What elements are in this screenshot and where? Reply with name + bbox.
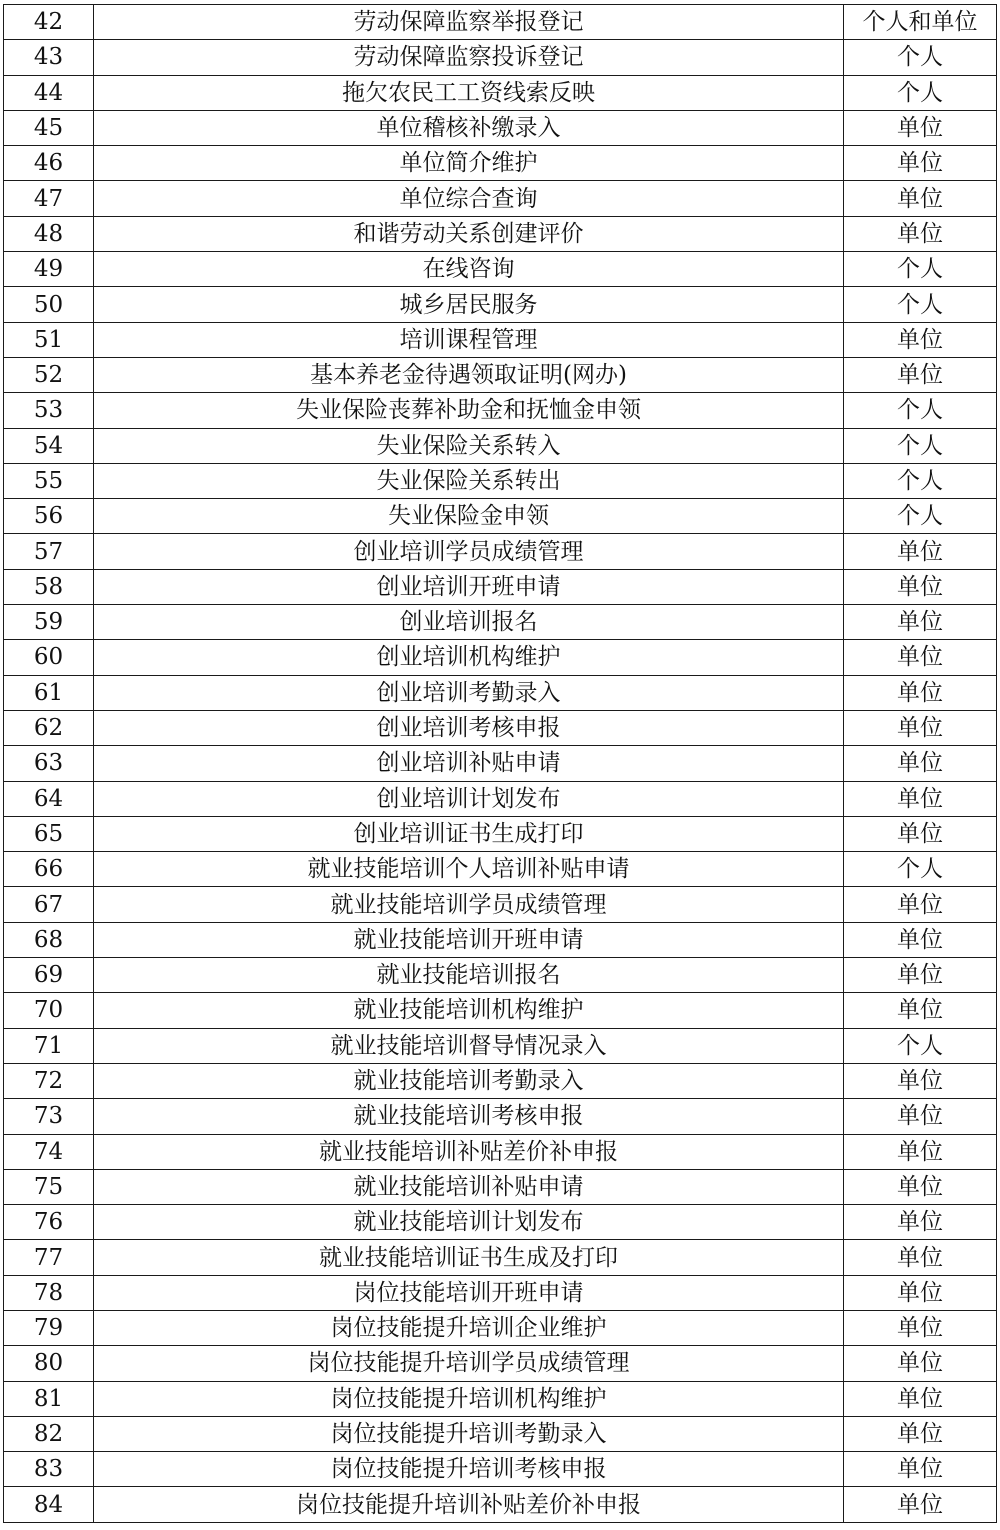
row-number-cell: 58 (4, 569, 94, 604)
service-name-cell: 创业培训计划发布 (94, 781, 844, 816)
service-target-cell: 个人 (844, 252, 997, 287)
row-number-cell: 56 (4, 499, 94, 534)
service-target-cell: 单位 (844, 569, 997, 604)
row-number-cell: 72 (4, 1063, 94, 1098)
service-target-cell: 单位 (844, 993, 997, 1028)
row-number-cell: 84 (4, 1487, 94, 1522)
service-name-cell: 岗位技能提升培训学员成绩管理 (94, 1346, 844, 1381)
service-target-cell: 单位 (844, 146, 997, 181)
service-name-cell: 失业保险金申领 (94, 499, 844, 534)
service-target-cell: 单位 (844, 1381, 997, 1416)
service-name-cell: 岗位技能提升培训补贴差价补申报 (94, 1487, 844, 1522)
table-row (4, 75, 997, 110)
table-row (4, 887, 997, 922)
table-row (4, 146, 997, 181)
row-number-cell: 75 (4, 1169, 94, 1204)
row-number-cell: 49 (4, 252, 94, 287)
row-number-cell: 70 (4, 993, 94, 1028)
row-number-cell: 60 (4, 640, 94, 675)
service-target-cell: 个人 (844, 287, 997, 322)
table-row (4, 499, 997, 534)
row-number-cell: 55 (4, 463, 94, 498)
service-target-cell: 单位 (844, 110, 997, 145)
service-name-cell: 创业培训补贴申请 (94, 746, 844, 781)
service-target-cell: 单位 (844, 640, 997, 675)
table-row (4, 1240, 997, 1275)
table-row (4, 181, 997, 216)
row-number-cell: 46 (4, 146, 94, 181)
row-number-cell: 71 (4, 1028, 94, 1063)
row-number-cell: 67 (4, 887, 94, 922)
service-name-cell: 就业技能培训个人培训补贴申请 (94, 852, 844, 887)
table-row (4, 605, 997, 640)
service-name-cell: 拖欠农民工工资线索反映 (94, 75, 844, 110)
table-row (4, 1275, 997, 1310)
service-name-cell: 就业技能培训补贴申请 (94, 1169, 844, 1204)
row-number-cell: 73 (4, 1099, 94, 1134)
service-target-cell: 单位 (844, 1310, 997, 1345)
table-row (4, 252, 997, 287)
service-name-cell: 和谐劳动关系创建评价 (94, 216, 844, 251)
table-row (4, 675, 997, 710)
service-target-cell: 单位 (844, 605, 997, 640)
service-target-cell: 单位 (844, 357, 997, 392)
table-row (4, 463, 997, 498)
row-number-cell: 51 (4, 322, 94, 357)
row-number-cell: 66 (4, 852, 94, 887)
row-number-cell: 79 (4, 1310, 94, 1345)
service-target-cell: 个人 (844, 463, 997, 498)
service-name-cell: 就业技能培训证书生成及打印 (94, 1240, 844, 1275)
table-row (4, 852, 997, 887)
row-number-cell: 48 (4, 216, 94, 251)
row-number-cell: 50 (4, 287, 94, 322)
service-target-cell: 单位 (844, 1240, 997, 1275)
service-name-cell: 单位综合查询 (94, 181, 844, 216)
service-name-cell: 创业培训开班申请 (94, 569, 844, 604)
service-target-cell: 单位 (844, 216, 997, 251)
row-number-cell: 81 (4, 1381, 94, 1416)
row-number-cell: 76 (4, 1205, 94, 1240)
service-name-cell: 单位简介维护 (94, 146, 844, 181)
row-number-cell: 63 (4, 746, 94, 781)
table-row (4, 1381, 997, 1416)
service-target-cell: 单位 (844, 1416, 997, 1451)
table-row (4, 216, 997, 251)
service-name-cell: 岗位技能培训开班申请 (94, 1275, 844, 1310)
table-row (4, 1063, 997, 1098)
service-table-body (4, 5, 997, 1523)
row-number-cell: 42 (4, 5, 94, 40)
row-number-cell: 61 (4, 675, 94, 710)
service-name-cell: 创业培训机构维护 (94, 640, 844, 675)
service-name-cell: 培训课程管理 (94, 322, 844, 357)
row-number-cell: 64 (4, 781, 94, 816)
row-number-cell: 74 (4, 1134, 94, 1169)
table-row (4, 1346, 997, 1381)
table-row (4, 640, 997, 675)
service-name-cell: 岗位技能提升培训企业维护 (94, 1310, 844, 1345)
table-row (4, 40, 997, 75)
service-target-cell: 个人 (844, 1028, 997, 1063)
service-name-cell: 就业技能培训学员成绩管理 (94, 887, 844, 922)
table-row (4, 816, 997, 851)
service-target-cell: 单位 (844, 534, 997, 569)
row-number-cell: 78 (4, 1275, 94, 1310)
service-name-cell: 就业技能培训开班申请 (94, 922, 844, 957)
service-target-cell: 个人 (844, 852, 997, 887)
row-number-cell: 53 (4, 393, 94, 428)
table-row (4, 1416, 997, 1451)
row-number-cell: 59 (4, 605, 94, 640)
table-row (4, 922, 997, 957)
service-name-cell: 劳动保障监察投诉登记 (94, 40, 844, 75)
service-table (3, 4, 997, 1523)
table-row (4, 710, 997, 745)
table-row (4, 1134, 997, 1169)
service-name-cell: 就业技能培训督导情况录入 (94, 1028, 844, 1063)
service-name-cell: 创业培训考勤录入 (94, 675, 844, 710)
service-target-cell: 单位 (844, 958, 997, 993)
table-row (4, 1028, 997, 1063)
row-number-cell: 65 (4, 816, 94, 851)
service-name-cell: 失业保险丧葬补助金和抚恤金申领 (94, 393, 844, 428)
service-name-cell: 在线咨询 (94, 252, 844, 287)
row-number-cell: 52 (4, 357, 94, 392)
service-target-cell: 个人 (844, 75, 997, 110)
service-target-cell: 单位 (844, 746, 997, 781)
row-number-cell: 47 (4, 181, 94, 216)
service-target-cell: 单位 (844, 181, 997, 216)
row-number-cell: 44 (4, 75, 94, 110)
row-number-cell: 45 (4, 110, 94, 145)
service-target-cell: 单位 (844, 1134, 997, 1169)
table-row (4, 1099, 997, 1134)
service-name-cell: 单位稽核补缴录入 (94, 110, 844, 145)
table-row (4, 428, 997, 463)
service-target-cell: 单位 (844, 1063, 997, 1098)
table-row (4, 322, 997, 357)
service-name-cell: 创业培训证书生成打印 (94, 816, 844, 851)
table-row (4, 1487, 997, 1522)
table-row (4, 110, 997, 145)
service-target-cell: 个人 (844, 393, 997, 428)
service-target-cell: 单位 (844, 781, 997, 816)
table-row (4, 993, 997, 1028)
row-number-cell: 83 (4, 1452, 94, 1487)
table-row (4, 1169, 997, 1204)
table-row (4, 1310, 997, 1345)
service-target-cell: 单位 (844, 1099, 997, 1134)
service-target-cell: 个人 (844, 499, 997, 534)
service-target-cell: 单位 (844, 887, 997, 922)
service-target-cell: 单位 (844, 710, 997, 745)
service-target-cell: 个人 (844, 40, 997, 75)
table-row (4, 746, 997, 781)
table-row (4, 357, 997, 392)
table-row (4, 534, 997, 569)
service-name-cell: 劳动保障监察举报登记 (94, 5, 844, 40)
service-name-cell: 岗位技能提升培训考勤录入 (94, 1416, 844, 1451)
service-name-cell: 创业培训报名 (94, 605, 844, 640)
service-target-cell: 单位 (844, 675, 997, 710)
row-number-cell: 80 (4, 1346, 94, 1381)
service-target-cell: 单位 (844, 816, 997, 851)
service-name-cell: 就业技能培训计划发布 (94, 1205, 844, 1240)
service-name-cell: 就业技能培训报名 (94, 958, 844, 993)
service-target-cell: 单位 (844, 1452, 997, 1487)
service-name-cell: 失业保险关系转入 (94, 428, 844, 463)
service-target-cell: 单位 (844, 922, 997, 957)
service-name-cell: 基本养老金待遇领取证明(网办) (94, 357, 844, 392)
row-number-cell: 68 (4, 922, 94, 957)
service-target-cell: 单位 (844, 1487, 997, 1522)
row-number-cell: 57 (4, 534, 94, 569)
service-target-cell: 个人 (844, 428, 997, 463)
table-row (4, 287, 997, 322)
service-name-cell: 岗位技能提升培训考核申报 (94, 1452, 844, 1487)
table-row (4, 1205, 997, 1240)
service-target-cell: 单位 (844, 322, 997, 357)
row-number-cell: 62 (4, 710, 94, 745)
service-name-cell: 就业技能培训考核申报 (94, 1099, 844, 1134)
table-row (4, 393, 997, 428)
service-name-cell: 就业技能培训机构维护 (94, 993, 844, 1028)
table-row (4, 781, 997, 816)
row-number-cell: 77 (4, 1240, 94, 1275)
service-name-cell: 城乡居民服务 (94, 287, 844, 322)
service-name-cell: 就业技能培训补贴差价补申报 (94, 1134, 844, 1169)
service-target-cell: 单位 (844, 1346, 997, 1381)
row-number-cell: 82 (4, 1416, 94, 1451)
row-number-cell: 54 (4, 428, 94, 463)
table-row (4, 958, 997, 993)
table-row (4, 1452, 997, 1487)
table-row (4, 569, 997, 604)
service-name-cell: 创业培训考核申报 (94, 710, 844, 745)
service-name-cell: 岗位技能提升培训机构维护 (94, 1381, 844, 1416)
service-name-cell: 失业保险关系转出 (94, 463, 844, 498)
row-number-cell: 43 (4, 40, 94, 75)
service-target-cell: 单位 (844, 1169, 997, 1204)
service-name-cell: 就业技能培训考勤录入 (94, 1063, 844, 1098)
table-row (4, 5, 997, 40)
row-number-cell: 69 (4, 958, 94, 993)
service-target-cell: 单位 (844, 1205, 997, 1240)
service-target-cell: 单位 (844, 1275, 997, 1310)
service-target-cell: 个人和单位 (844, 5, 997, 40)
service-name-cell: 创业培训学员成绩管理 (94, 534, 844, 569)
